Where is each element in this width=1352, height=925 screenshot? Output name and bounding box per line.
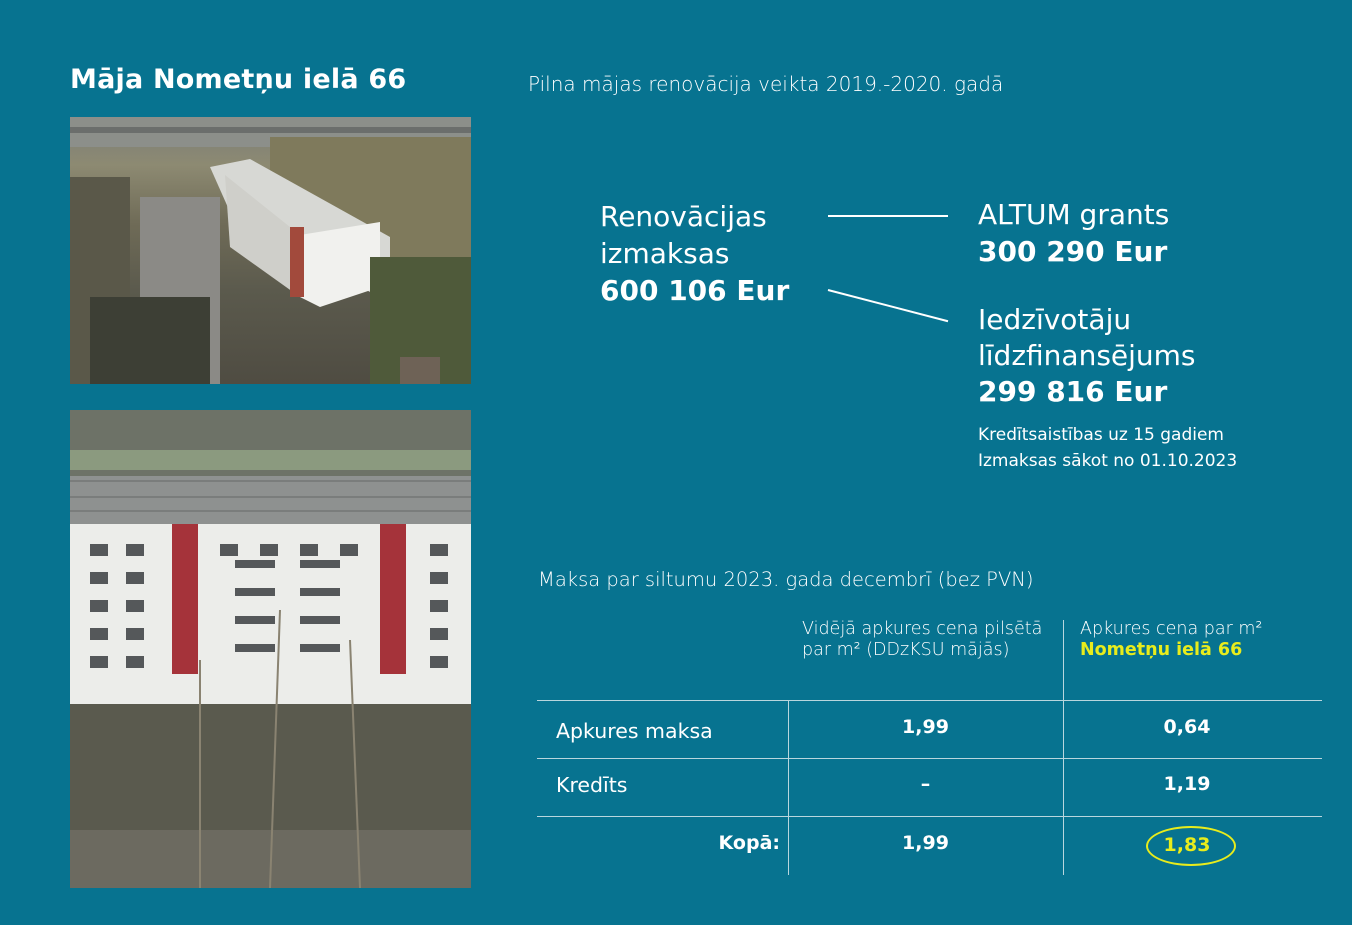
col-city-header: Vidējā apkures cena pilsētā par m² (DDzKSU mājās): [802, 619, 1043, 660]
connector-line-grant: [828, 215, 948, 217]
col-house-header-line2: Nometņu ielā 66: [1080, 640, 1243, 660]
grant-label: ALTUM grants: [978, 198, 1170, 231]
page-subtitle: Pilna mājas renovācija veikta 2019.-2020. gadā: [528, 72, 1004, 96]
cofinancing-label-line2: līdzfinansējums: [978, 339, 1196, 372]
renovation-amount: 600 106 Eur: [600, 274, 790, 307]
cofinancing-label-line1: Iedzīvotāju: [978, 303, 1132, 336]
cofinancing-amount: 299 816 Eur: [978, 375, 1168, 408]
highlight-oval: [1146, 826, 1236, 866]
col-house-header: [1080, 619, 1320, 661]
table-divider: [537, 758, 1322, 759]
building-aerial-photo: [70, 117, 471, 384]
building-facade-photo: [70, 410, 471, 888]
page-title: Māja Nometņu ielā 66: [70, 64, 407, 95]
renovation-label-line2: izmaksas: [600, 237, 730, 270]
residents-cofinancing: [978, 302, 1196, 410]
grant-amount: 300 290 Eur: [978, 235, 1168, 268]
table-divider: [537, 816, 1322, 817]
row-total-city-value: 1,99: [902, 832, 949, 854]
renovation-label-line1: Renovācijas: [600, 200, 767, 233]
row-heating-city-value: 1,99: [902, 716, 949, 738]
table-title: Maksa par siltumu 2023. gada decembrī (bez PVN): [538, 568, 1034, 591]
credit-note-line1: Kredītsaistības uz 15 gadiem: [978, 425, 1224, 445]
credit-note-line2: Izmaksas sākot no 01.10.2023: [978, 451, 1238, 471]
row-credit-city-value: –: [920, 773, 931, 795]
row-heating-house-value: 0,64: [1163, 716, 1211, 738]
connector-line-cofinancing: [828, 289, 949, 322]
row-credit-house-value: 1,19: [1163, 773, 1211, 795]
col-house-header-line1: Apkures cena par m²: [1080, 619, 1263, 639]
row-label-credit: Kredīts: [556, 773, 628, 797]
credit-note: [978, 422, 1237, 474]
table-divider: [537, 700, 1322, 701]
row-total-house-value: 1,83: [1163, 834, 1211, 856]
altum-grant: [978, 196, 1169, 270]
renovation-costs: [600, 198, 789, 309]
row-label-heating: Apkures maksa: [556, 719, 713, 743]
row-label-total: Kopā:: [718, 832, 780, 854]
